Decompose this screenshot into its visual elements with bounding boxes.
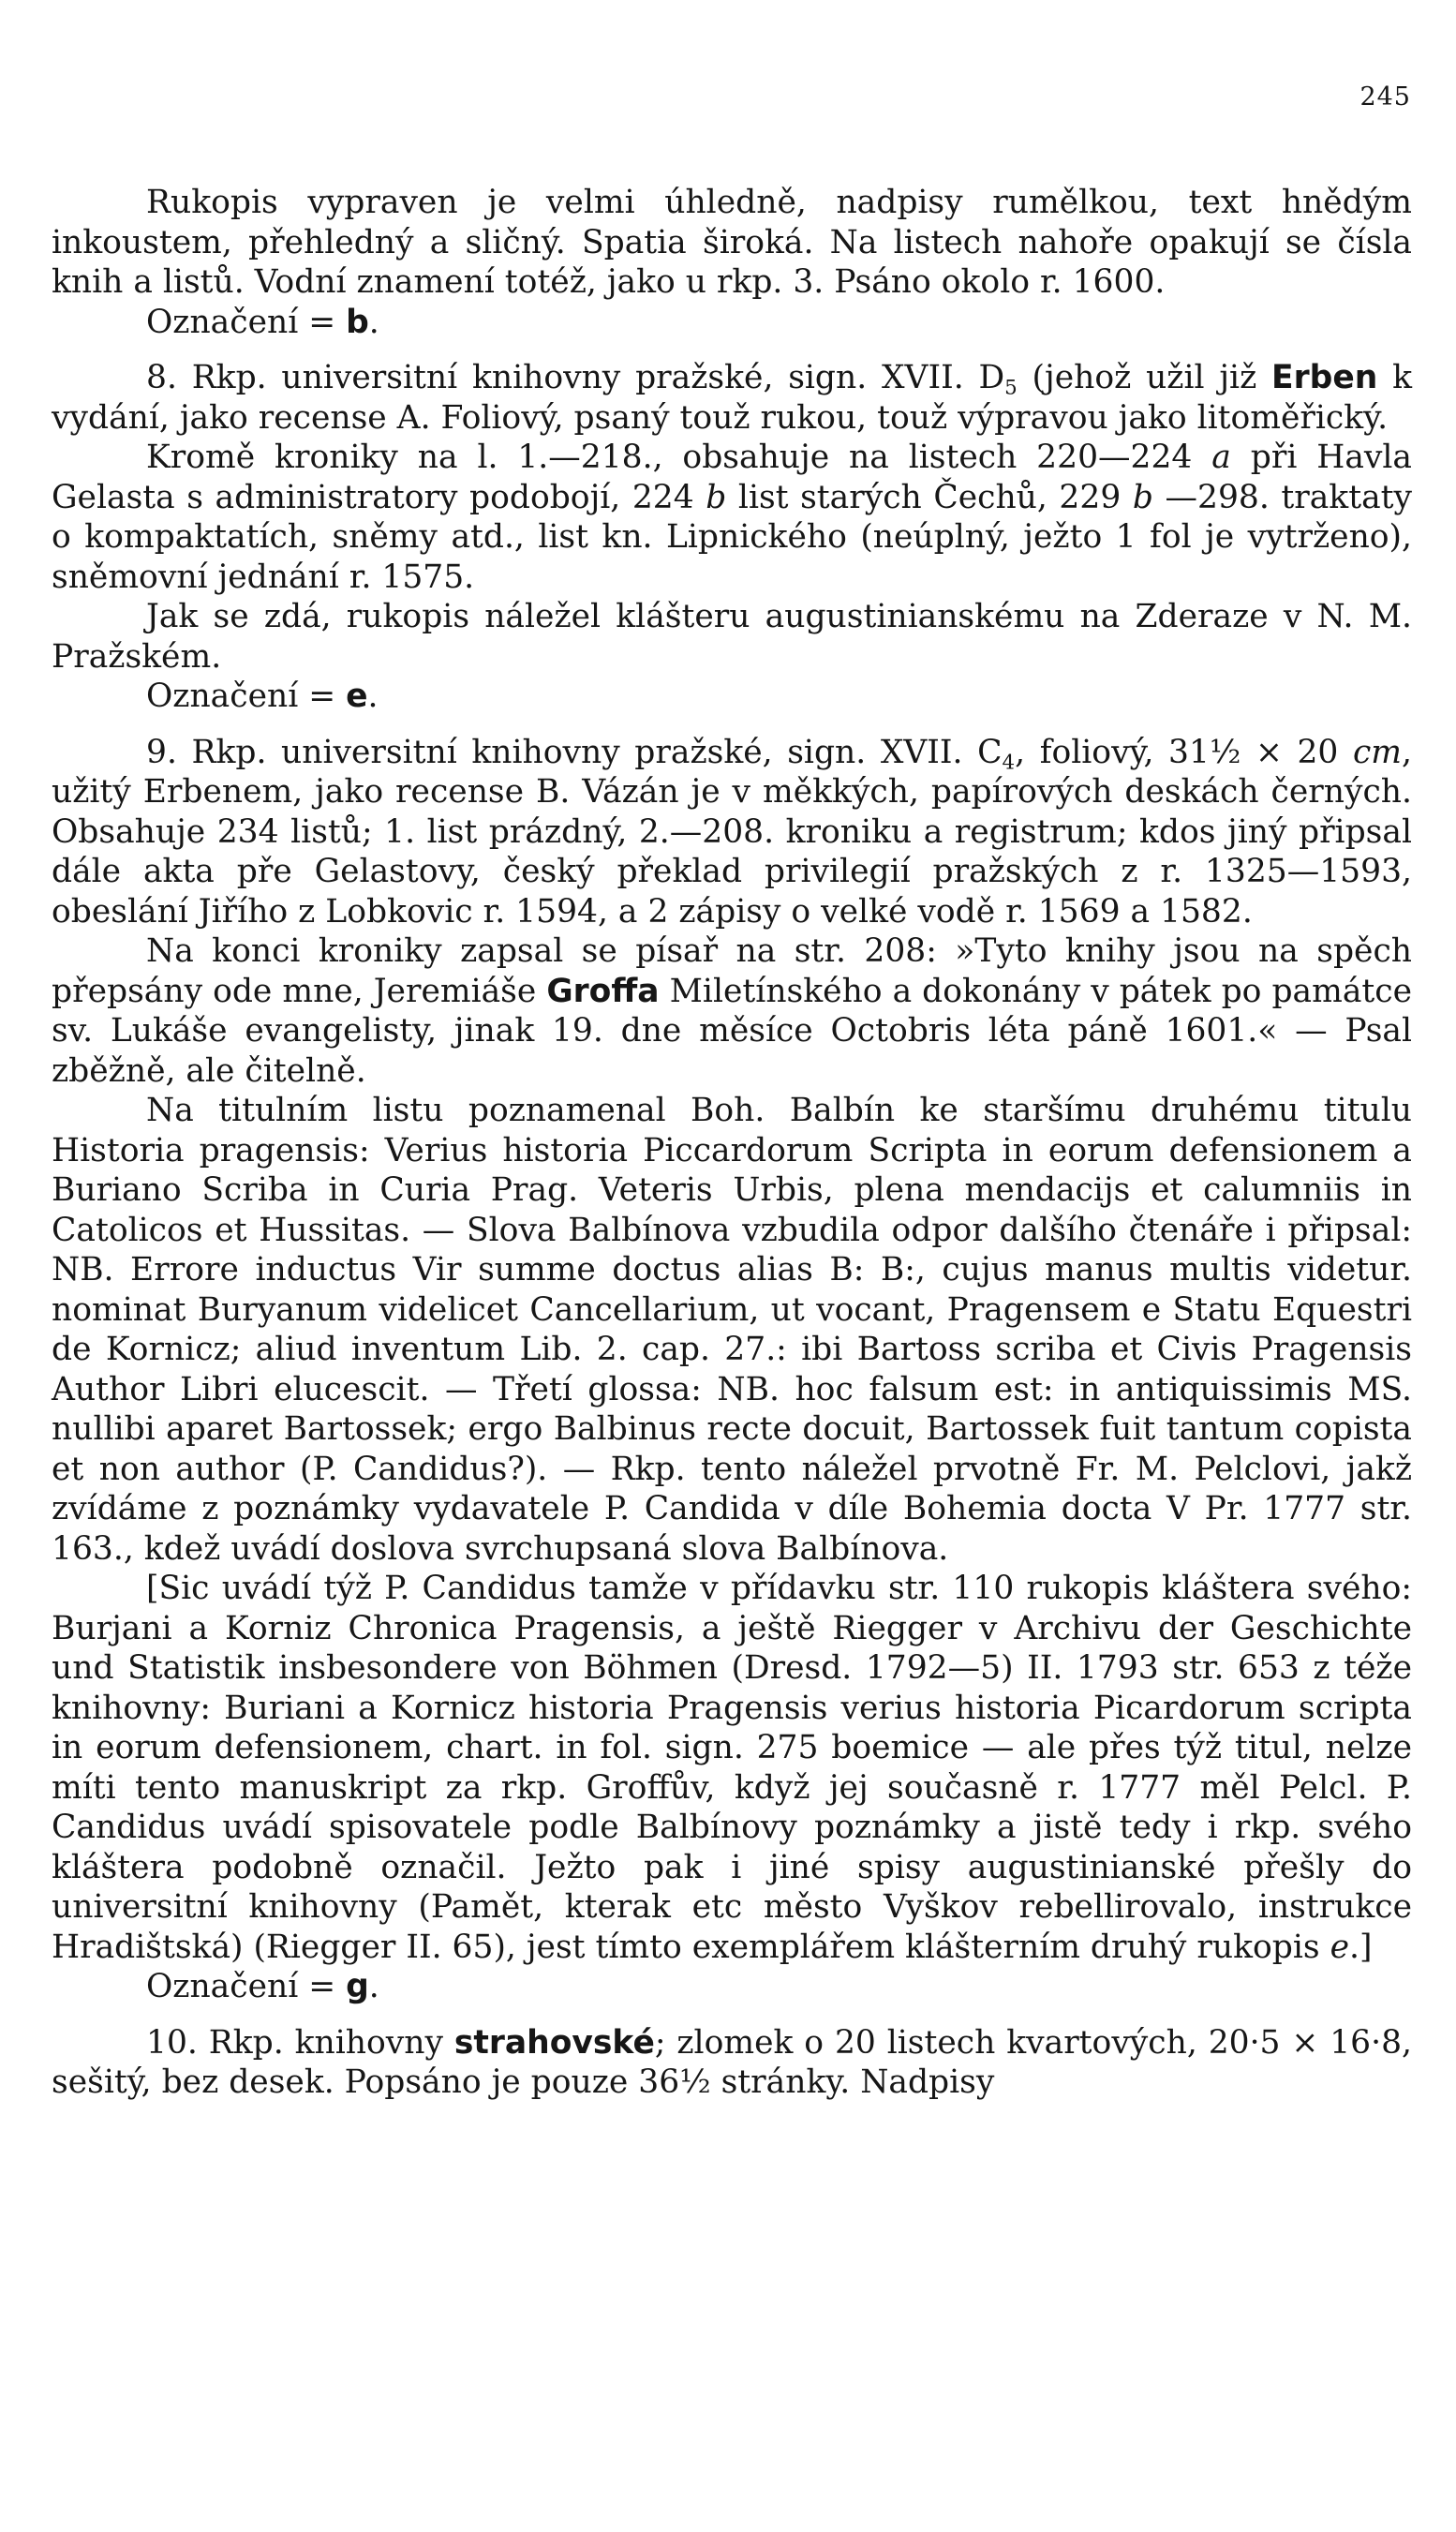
- italic-run: cm: [1352, 733, 1403, 771]
- text-run: , užitý Erbenem, jako recense B. Vázán je v měkkých, papírových deskách černých. Obsahuje 234 listů; 1. list prázdný, 2.—208. kroniku a registrum; kdos jiný připsal dále akta pře Gelastovy, český překlad privilegií pražských z r. 1325—1593, obeslání Jiřího z Lobkovic r. 1594, a 2 zápisy o velké vodě r. 1569 a 1582.: [52, 733, 1412, 931]
- text-run: .]: [1349, 1928, 1373, 1966]
- spacer: [52, 717, 1412, 733]
- text-run: 10. Rkp. knihovny: [146, 2023, 454, 2062]
- text-run: při Havla Gelasta s administratory podobojí, 224: [52, 439, 1413, 516]
- designation-mark: e: [346, 678, 368, 715]
- italic-run: a: [1211, 439, 1231, 476]
- paragraph-bracket-note: [52, 1569, 1412, 1967]
- designation-line-b: Označení = b.: [146, 303, 379, 341]
- text-run: Miletínského a dokonány v pátek po památce sv. Lukáše evangelisty, jinak 19. dne měsíce Octobris léta páně 1601.« — Psal zběžně, ale čitelně.: [52, 972, 1412, 1090]
- paragraph-item-8: [52, 358, 1412, 438]
- paragraph-title-note: [52, 1091, 1412, 1569]
- body-text: [52, 183, 1412, 2103]
- text-run: [Sic uvádí týž P. Candidus tamže v přídavku str. 110 rukopis kláštera svého: Burjani a Korniz Chronica Pragensis, a ještě Riegger v Archivu der Geschichte und Statistik insbesondere von Böhmen (Dresd. 1792—5) II. 1793 str. 653 z téže knihovny: Buriani a Kornicz historia Pragensis verius historia Picardorum scripta in eorum defensionem, chart. in fol. sign. 275 boemice — ale přes týž titul, nelze míti tento manuskript za rkp. Groffův, když jej současně r. 1777 měl Pelcl. P. Candidus uvádí spisovatele podle Balbínovy poznámky a jistě tedy i rkp. svého kláštera podobně označil. Ježto pak i jiné spisy augustinianské přešly do universitní knihovny (Pamět, kterak etc město Vyškov rebellirovalo, instrukce Hradištská) (Riegger II. 65), jest tímto exemplářem klášterním druhý rukopis: [52, 1570, 1412, 1966]
- subscript: 4: [1002, 750, 1016, 774]
- designation-line-e: Označení = e.: [146, 678, 379, 715]
- text-run: list starých Čechů, 229: [726, 478, 1133, 516]
- paragraph-description: [52, 183, 1412, 303]
- paragraph-text: Jak se zdá, rukopis náležel klášteru augustinianskému na Zderaze v N. M. Pražském.: [52, 598, 1412, 676]
- name-emphasis: Groffa: [546, 972, 660, 1010]
- paragraph-item-10: [52, 2023, 1412, 2103]
- text-run: 8. Rkp. universitní knihovny pražské, sign. XVII. D: [146, 359, 1005, 396]
- italic-run: b: [706, 478, 727, 516]
- designation-label: Označení =: [146, 303, 336, 341]
- paragraph-scribe-note: [52, 931, 1412, 1091]
- text-run: k vydání, jako recense A. Foliový, psaný touž rukou, touž výpravou jako litoměřický.: [52, 359, 1412, 437]
- designation-label: Označení =: [146, 678, 336, 715]
- text-run: , foliový, 31½ × 20: [1015, 733, 1353, 771]
- name-emphasis: strahovské: [453, 2023, 655, 2062]
- spacer: [52, 2007, 1412, 2023]
- subscript: 5: [1004, 376, 1018, 400]
- text-run: Na konci kroniky zapsal se písař na str. 208: »Tyto knihy jsou na spěch přepsány ode mne, Jeremiáše: [52, 932, 1412, 1010]
- page-number: 245: [1359, 82, 1411, 112]
- paragraph-item-9: [52, 733, 1412, 932]
- designation-line-g: Označení = g.: [146, 1968, 379, 2005]
- paragraph-text: Rukopis vypraven je velmi úhledně, nadpisy rumělkou, text hnědým inkoustem, přehledný a sličný. Spatia široká. Na listech nahoře opakují se čísla knih a listů. Vodní znamení totéž, jako u rkp. 3. Psáno okolo r. 1600.: [52, 184, 1412, 301]
- text-run: (jehož užil již: [1017, 359, 1272, 396]
- designation-mark: g: [346, 1968, 369, 2005]
- italic-run: e: [1330, 1928, 1349, 1966]
- paragraph-text: Na titulním listu poznamenal Boh. Balbín ke staršímu druhému titulu Historia pragensis: Verius historia Piccardorum Scripta in eorum defensionem a Buriano Scriba in Curia Prag. Veteris Urbis, plena mendacijs et calumniis in Catolicos et Hussitas. — Slova Balbínova vzbudila odpor dalšího čtenáře i připsal: NB. Errore inductus Vir summe doctus alias B: B:, cujus manus multis videtur. nominat Buryanum videlicet Cancellarium, ut vocant, Pragensem e Statu Equestri de Kornicz; aliud inventum Lib. 2. cap. 27.: ibi Bartoss scriba et Civis Pragensis Author Libri elucescit. — Třetí glossa: NB. hoc falsum est: in antiquissimis MS. nullibi aparet Bartossek; ergo Balbinus recte docuit, Bartossek fuit tantum copista et non author (P. Candidus?). — Rkp. tento náležel prvotně Fr. M. Pelclovi, jakž zvídáme z poznámky vydavatele P. Candida v díle Bohemia docta V Pr. 1777 str. 163., kdež uvádí doslova svrchupsaná slova Balbínova.: [52, 1092, 1412, 1568]
- spacer: [52, 342, 1412, 358]
- italic-run: b: [1132, 478, 1153, 516]
- text-run: 9. Rkp. universitní knihovny pražské, sign. XVII. C: [146, 733, 1003, 771]
- designation-label: Označení =: [146, 1968, 336, 2005]
- paragraph-contents: [52, 438, 1412, 597]
- text-run: Kromě kroniky na l. 1.—218., obsahuje na listech 220—224: [146, 439, 1212, 476]
- designation-mark: b: [346, 303, 369, 341]
- text-run: ; zlomek o 20 listech kvartových, 20·5 × 16·8, sešitý, bez desek. Popsáno je pouze 36½ stránky. Nadpisy: [52, 2023, 1412, 2101]
- name-emphasis: Erben: [1271, 359, 1378, 396]
- text-run: —298. traktaty o kompaktatích, sněmy atd., list kn. Lipnického (neúplný, ježto 1 fol je vytrženo), sněmovní jednání r. 1575.: [52, 478, 1412, 596]
- paragraph-provenance: [52, 597, 1412, 677]
